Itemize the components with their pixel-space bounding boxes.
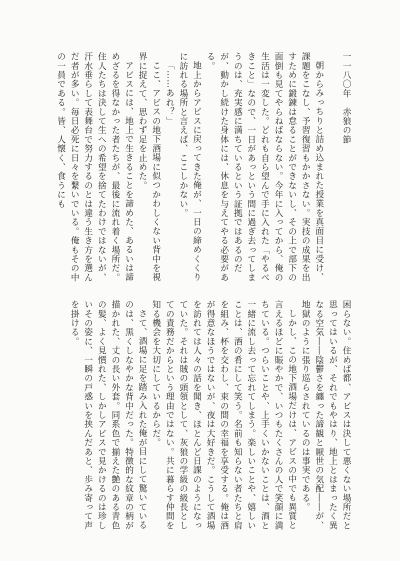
paragraph-6: 困らない。住めば都、アビスは決して悪くない場所だと思ってはいるが、それでもやはり、地上とはまったく異なる空気――陰鬱さを纏った諦観と厭世の気配――が、地獄のように張り巡らされているのは事実である。 — [300, 300, 351, 530]
paragraph-1: 朝からみっちりと詰め込まれた授業を真面目に受け、課題をこなし、予習復習もかかさない。実技の成果を出すために鍛錬は怠ることができないし、その上で部下の面倒も見てやらねばならない。今年に入ってから、俺の生活は一変した。どれも自ら望んで手に入れた「やるべきこと」なので、一日があっという間に過ぎ去ってしまうのは、充実感に満ちているという証拠ではあるのだが、動かし続けた身体には、休息を与えてやる必要がある。 — [205, 52, 324, 282]
lower-text-block — [42, 300, 352, 536]
upper-text-block — [42, 52, 352, 288]
chapter-heading: 一一八〇年 赤狼の節 — [341, 52, 351, 144]
paragraph-4: ここ、アビスの地下酒場に似つかわしくない背中を視界に捉えて、思わず足を止めた。 — [137, 52, 161, 282]
paragraph-3: 「……あれ？」 — [164, 60, 175, 125]
paragraph-5: アビスには、地上で生きることを諦めた、あるいは諦めざるを得なかった者たちが、最後に流れ着く場所だ。住人たちは決して生への希望を捨てたわけではないが、汗水垂らして表舞台で努力するのとは違う生き方を選んだ者が多い。毎日必死に日々を繋いでいる。俺もその中の一員である。皆、人懐く、食うにも — [55, 52, 134, 282]
heading-spacer — [325, 52, 339, 288]
paragraph-2: 地上からアビスに戻ってきた俺が、一日の締めくくりに訪れる場所と言えば、ここしかない。 — [177, 52, 202, 282]
paragraph-7: しかし、この地下酒場だけは、アビスの中でも異質と言えるほどに賑やかで、いつもたくさんの人で笑顔に満ちている。つらいことや、上手くいかないことは、酒と一緒に流し去って忘れてしまう。楽しいことや、嬉しいことは、酒の肴にして笑う。名前も知らない者たちと肩を組み、杯を交わし、束の間の幸福を享受する。俺は酒が得意なほうではないが、夜は大好きだ。こうして酒場を訪れては人々の話を聞き、ほとんど日課のようになっていた。それは賊の頭領として、灰狼の学級の級長としての責務だからという理由ではない。共に暮らす仲間を知る機会を大切にしているからだ。 — [150, 300, 297, 530]
paragraph-8: さて、酒場に足を踏み入れた俺が目にして驚いているのは、黒くしなやかな背中だった。特徴的な紋章の柄が描かれた、丈の長い外套。同系色で揃えた艶のある青色の髪、よく見慣れた、しかしアビスで見かけるのは珍しいその姿に、一瞬の戸惑いを挟んだあと、歩み寄って声を掛ける。 — [69, 300, 148, 530]
